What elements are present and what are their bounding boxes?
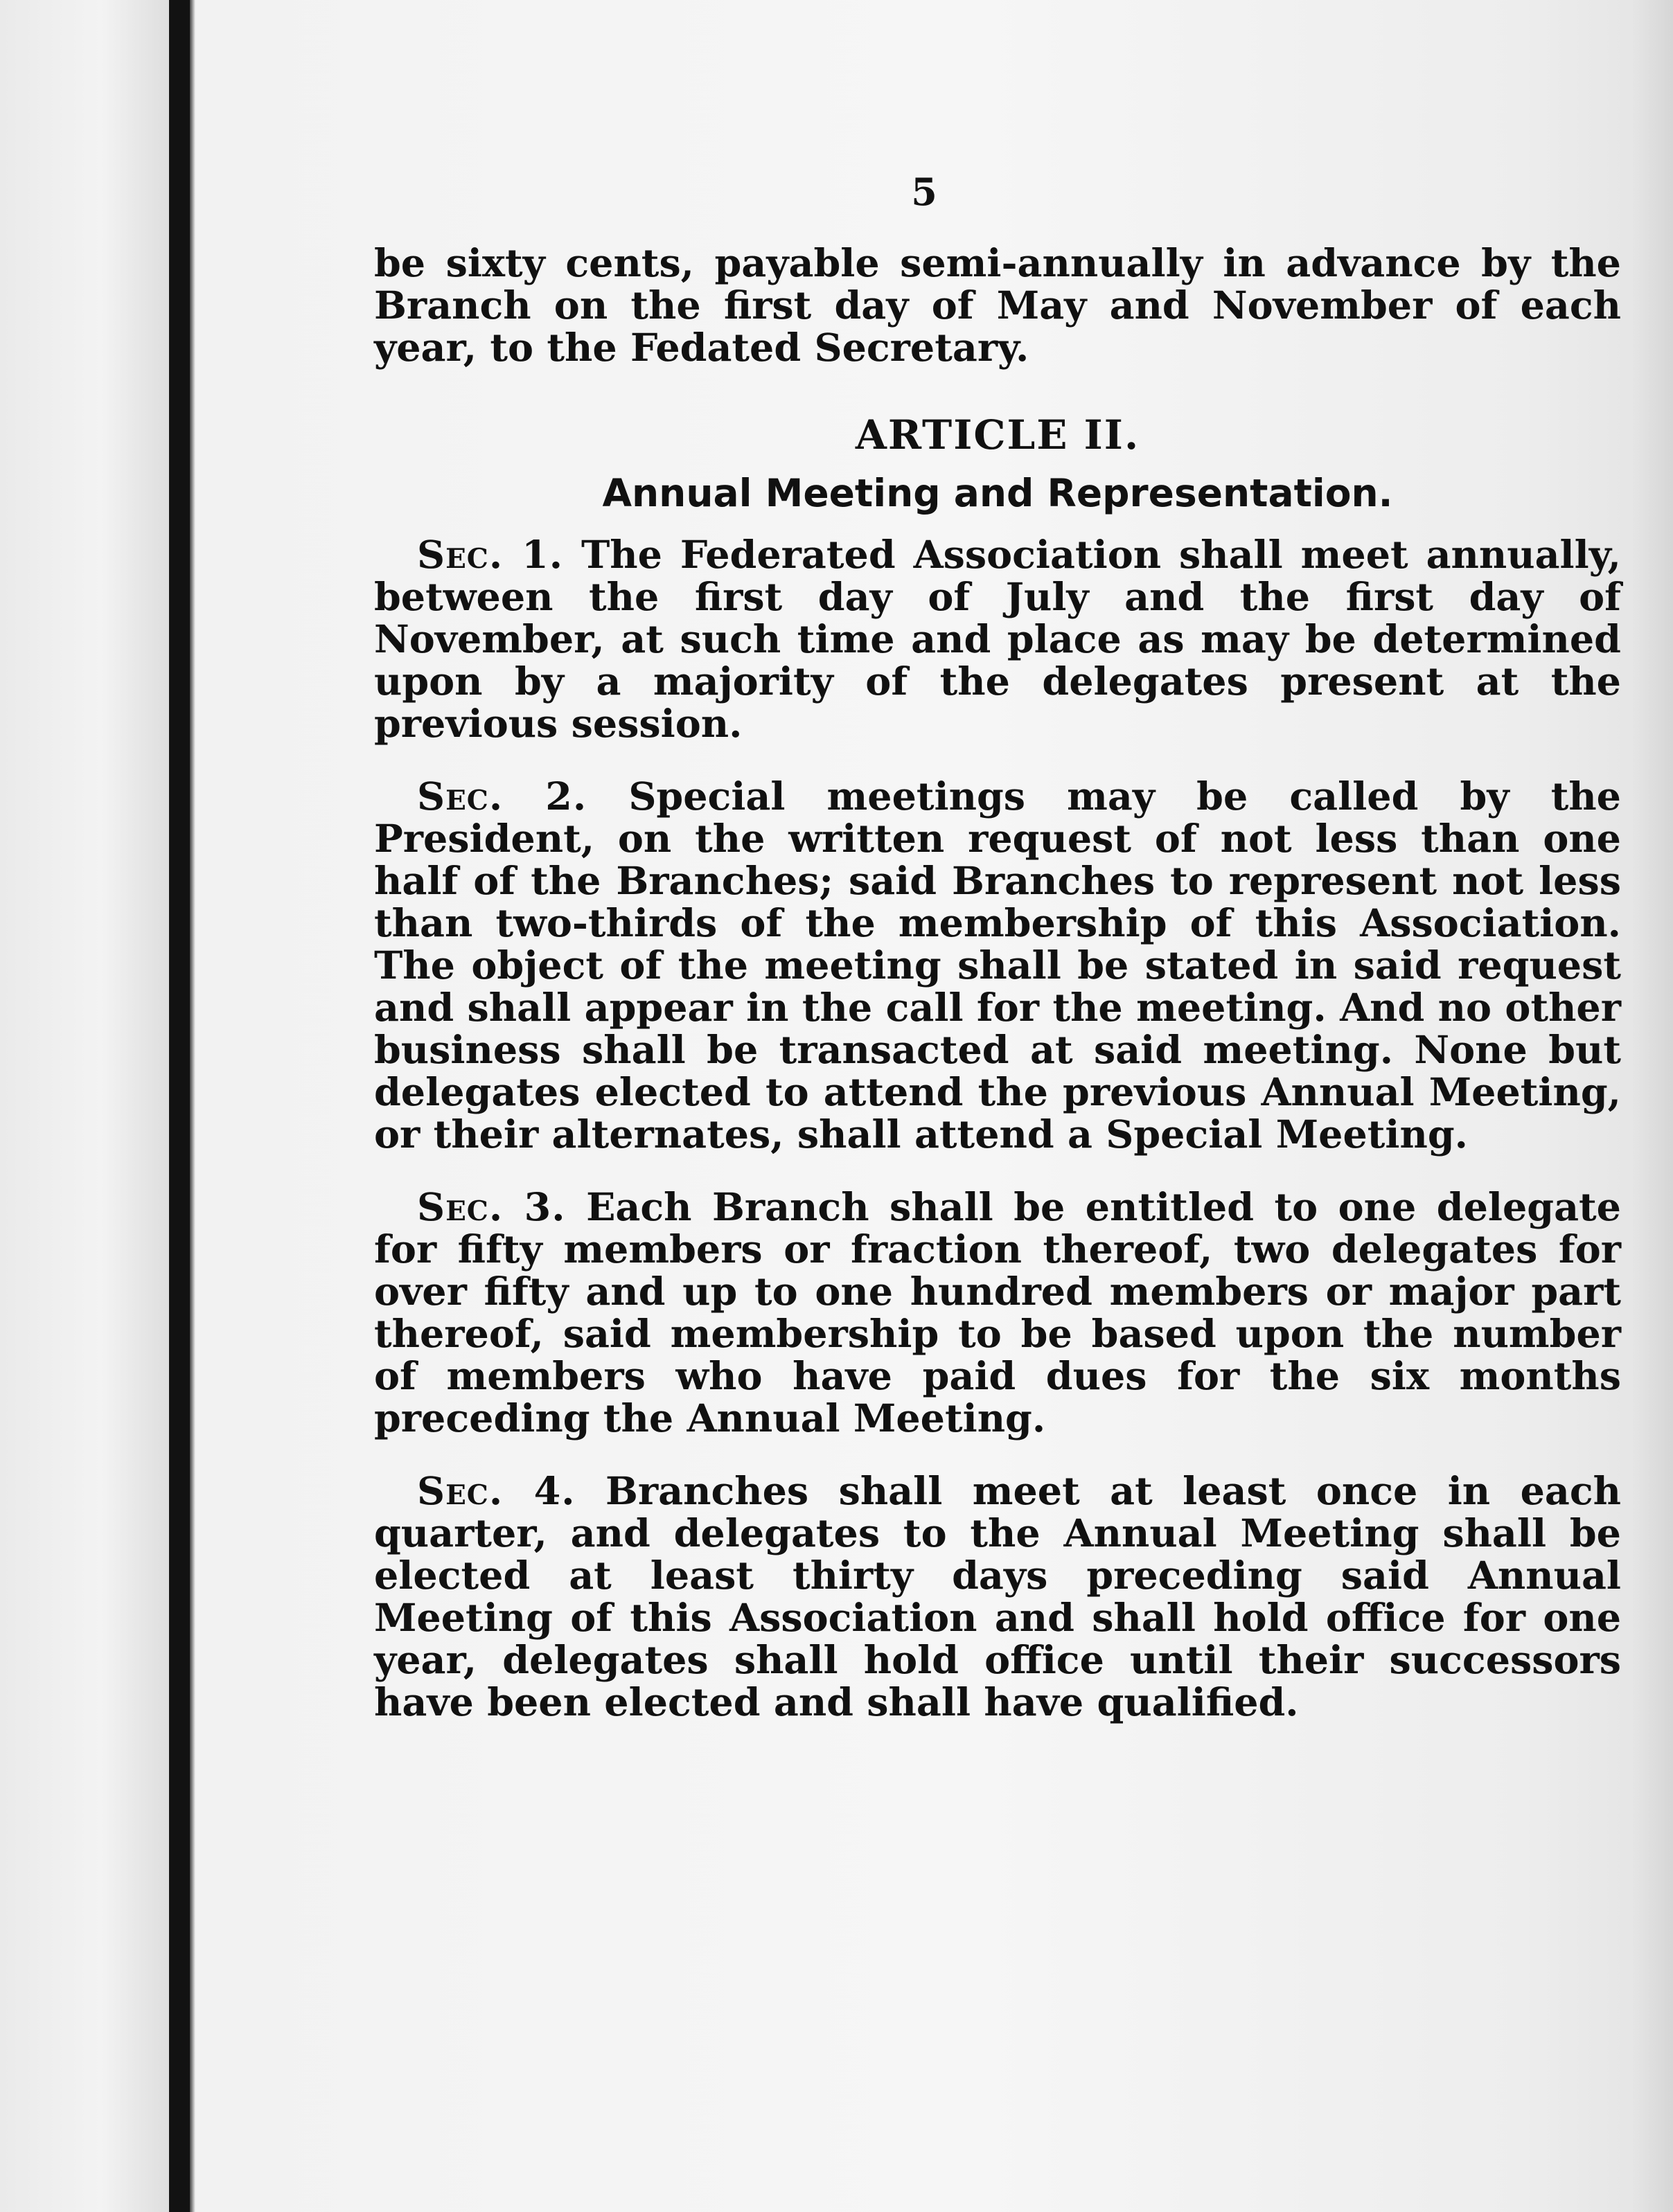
section-text: Special meetings may be called by the President, on the written request of not less than one half of the Branches; said Branches to represent not less than two-thirds of the membership of this Association. The object of the meeting shall be stated in said request and shall appear in the call for the meeting. And no other business shall be transacted at said meeting. None but delegates elected to attend the previous Annual Meeting, or their alternates, shall attend a Special Meeting. bbox=[374, 774, 1621, 1157]
document-page bbox=[190, 0, 1673, 2212]
section-label: Sec. 1. bbox=[417, 533, 564, 578]
facing-page-edge bbox=[0, 0, 169, 2212]
opening-paragraph: be sixty cents, payable semi-annually in advance by the Branch on the first day of May and November of each year, to the Fedated Secretary. bbox=[374, 241, 1621, 371]
section-text: The Federated Association shall meet annually, between the first day of July and the first day of November, at such time and place as may be determined upon by a majority of the delegates present at the previous session. bbox=[374, 533, 1621, 747]
section-text: Each Branch shall be entitled to one delegate for fifty members or fraction thereof, two delegates for over fifty and up to one hundred members or major part thereof, said membership to be based upon the number of members who have paid dues for the six months preceding the Annual Meeting. bbox=[374, 1185, 1621, 1441]
section-2 bbox=[374, 776, 1621, 1156]
section-label: Sec. 3. bbox=[417, 1185, 566, 1230]
article-title: ARTICLE II. bbox=[855, 411, 1140, 458]
section-4 bbox=[374, 1470, 1621, 1724]
book-spine-shadow bbox=[169, 0, 190, 2212]
section-1 bbox=[374, 534, 1621, 745]
article-subtitle: Annual Meeting and Representation. bbox=[602, 471, 1393, 515]
section-3 bbox=[374, 1186, 1621, 1440]
page-body bbox=[374, 242, 1621, 1724]
section-text: Branches shall meet at least once in each quarter, and delegates to the Annual Meeting shall be elected at least thirty days preceding said Annual Meeting of this Association and shall hold office for one year, delegates shall hold office until their successors have been elected and shall have qualified. bbox=[374, 1469, 1621, 1725]
section-label: Sec. 2. bbox=[417, 774, 587, 819]
page-number: 5 bbox=[911, 170, 937, 214]
section-label: Sec. 4. bbox=[417, 1469, 576, 1514]
